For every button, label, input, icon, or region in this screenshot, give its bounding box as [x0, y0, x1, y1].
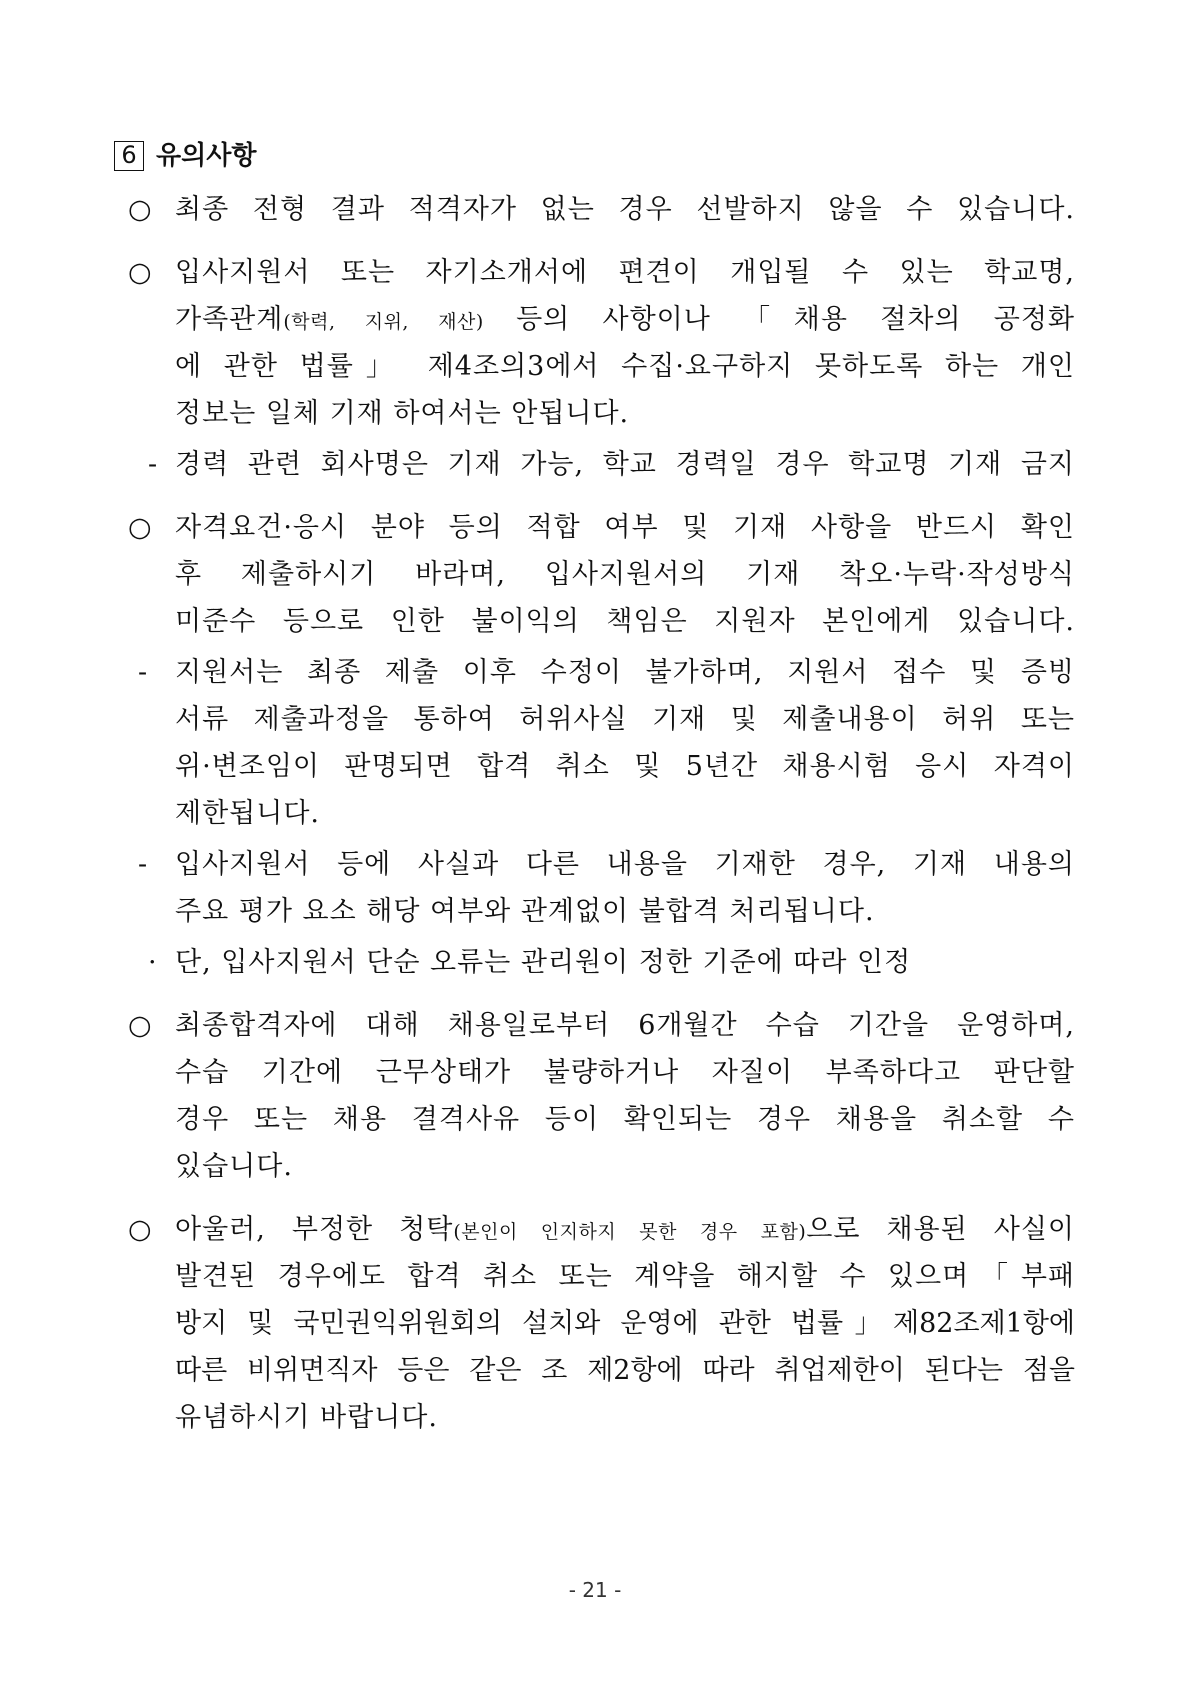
dash2-line1: 입사지원서 등에 사실과 다른 내용을 기재한 경우, 기재 내용의: [175, 849, 1075, 880]
item5-line1-a: 아울러, 부정한 청탁: [175, 1214, 454, 1245]
page-number: - 21 -: [568, 1578, 622, 1602]
dash1-line4: 제한됩니다.: [175, 798, 320, 829]
item2-line3: 에 관한 법률」 제4조의3에서 수집·요구하지 못하도록 하는 개인: [175, 351, 1075, 382]
bullet-circle: ○: [128, 1010, 152, 1041]
sub-dash: -: [148, 449, 158, 480]
item1-line1: 최종 전형 결과 적격자가 없는 경우 선발하지 않을 수 있습니다.: [175, 194, 1075, 225]
bullet-circle: ○: [128, 194, 152, 225]
item5-line1-small: (본인이 인지하지 못한 경우 포함): [453, 1221, 807, 1243]
dash1-line2: 서류 제출과정을 통하여 허위사실 기재 및 제출내용이 허위 또는: [175, 704, 1075, 735]
item3-line3: 미준수 등으로 인한 불이익의 책임은 지원자 본인에게 있습니다.: [175, 606, 1075, 637]
item2-line1: 입사지원서 또는 자기소개서에 편견이 개입될 수 있는 학교명,: [175, 257, 1075, 288]
item5-line1-b: 으로 채용된 사실이: [806, 1214, 1076, 1245]
item4-line3: 경우 또는 채용 결격사유 등이 확인되는 경우 채용을 취소할 수: [175, 1104, 1075, 1135]
item2-sub1: 경력 관련 회사명은 기재 가능, 학교 경력일 경우 학교명 기재 금지: [175, 449, 1075, 480]
item2-line2-small: (학력, 지위, 재산): [283, 311, 484, 333]
section-heading: [114, 138, 256, 174]
item5-line2: 발견된 경우에도 합격 취소 또는 계약을 해지할 수 있으며「부패: [175, 1261, 1075, 1292]
dash1-line1: 지원서는 최종 제출 이후 수정이 불가하며, 지원서 접수 및 증빙: [175, 657, 1075, 688]
section-number-box: 6: [114, 141, 144, 171]
sub-dash: -: [138, 657, 148, 688]
item2-line2-a: 가족관계: [175, 304, 284, 335]
item5-line3: 방지 및 국민권익위원회의 설치와 운영에 관한 법률」제82조제1항에: [175, 1308, 1075, 1339]
dash2-line2: 주요 평가 요소 해당 여부와 관계없이 불합격 처리됩니다.: [175, 896, 875, 927]
item3-line2: 후 제출하시기 바라며, 입사지원서의 기재 착오·누락·작성방식: [175, 559, 1075, 590]
sub-dash: -: [138, 849, 148, 880]
section-title: 유의사항: [156, 141, 257, 171]
item5-line1: [175, 1212, 1075, 1250]
item4-line1: 최종합격자에 대해 채용일로부터 6개월간 수습 기간을 운영하며,: [175, 1010, 1075, 1041]
dot1-line1: 단, 입사지원서 단순 오류는 관리원이 정한 기준에 따라 인정: [175, 947, 912, 978]
sub-dot: ·: [148, 947, 157, 978]
item2-line2: [175, 302, 1075, 340]
item4-line4: 있습니다.: [175, 1151, 293, 1182]
item5-line5: 유념하시기 바랍니다.: [175, 1402, 438, 1433]
item2-line4: 정보는 일체 기재 하여서는 안됩니다.: [175, 398, 630, 429]
item5-line4: 따른 비위면직자 등은 같은 조 제2항에 따라 취업제한이 된다는 점을: [175, 1355, 1075, 1386]
item4-line2: 수습 기간에 근무상태가 불량하거나 자질이 부족하다고 판단할: [175, 1057, 1075, 1088]
bullet-circle: ○: [128, 1214, 152, 1245]
item2-line2-b: 등의 사항이나 「채용 절차의 공정화: [483, 304, 1075, 335]
item3-line1: 자격요건·응시 분야 등의 적합 여부 및 기재 사항을 반드시 확인: [175, 512, 1075, 543]
bullet-circle: ○: [128, 257, 152, 288]
bullet-circle: ○: [128, 512, 152, 543]
dash1-line3: 위·변조임이 판명되면 합격 취소 및 5년간 채용시험 응시 자격이: [175, 751, 1075, 782]
